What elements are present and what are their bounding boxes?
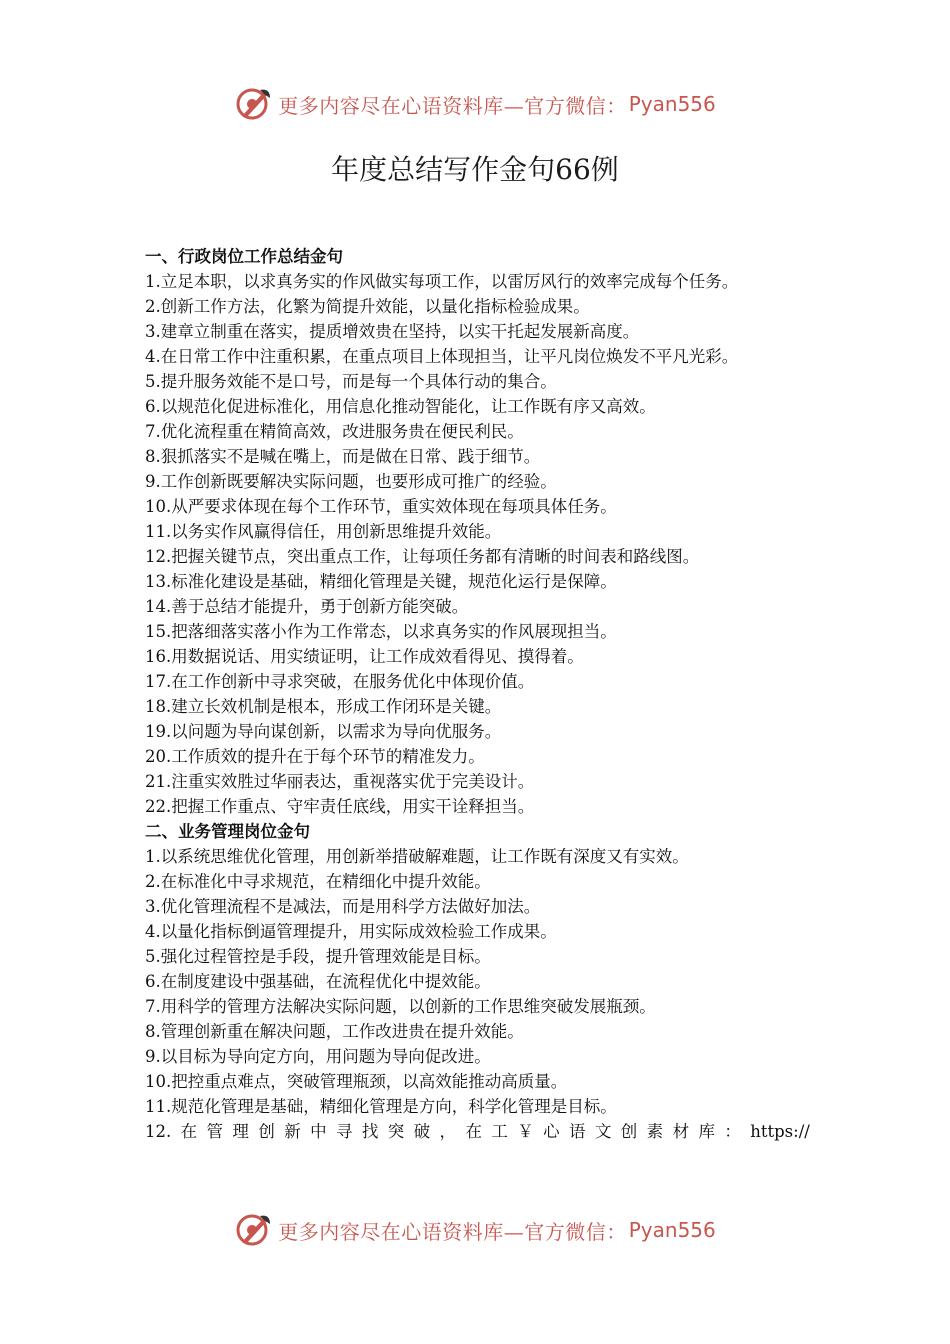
list-item: 7.用科学的管理方法解决实际问题，以创新的工作思维突破发展瓶颈。: [145, 997, 656, 1016]
list-item: 8.狠抓落实不是喊在嘴上，而是做在日常、践于细节。: [145, 447, 541, 466]
truncated-line-token: 中: [310, 1122, 327, 1141]
quill-logo-icon: [234, 84, 274, 124]
truncated-line-token: 创: [620, 1122, 638, 1141]
list-item: 22.把握工作重点、守牢责任底线，用实干诠释担当。: [145, 797, 535, 816]
truncated-line-token: ，: [439, 1122, 457, 1141]
banner-wechat-id: Pyan556: [628, 92, 716, 116]
list-item: 2.创新工作方法，化繁为简提升效能，以量化指标检验成果。: [145, 297, 590, 316]
quill-logo-icon: [234, 1210, 274, 1250]
list-item: 5.强化过程管控是手段，提升管理效能是目标。: [145, 947, 491, 966]
list-item: 6.在制度建设中强基础，在流程优化中提效能。: [145, 972, 491, 991]
section-list-business: [145, 844, 810, 1119]
list-item: 1.立足本职，以求真务实的作风做实每项工作，以雷厉风行的效率完成每个任务。: [145, 272, 739, 291]
list-item: 4.以量化指标倒逼管理提升，用实际成效检验工作成果。: [145, 922, 557, 941]
truncated-line-token: ￥: [517, 1122, 534, 1141]
truncated-line-token: https://: [750, 1122, 810, 1141]
list-item: 6.以规范化促进标准化，用信息化推动智能化，让工作既有序又高效。: [145, 397, 656, 416]
truncated-line-token: 心: [543, 1122, 560, 1141]
truncated-line-token: 破: [413, 1122, 431, 1141]
list-item: 3.优化管理流程不是减法，而是用科学方法做好加法。: [145, 897, 541, 916]
truncated-line-token: 材: [672, 1122, 690, 1141]
list-item: 10.从严要求体现在每个工作环节，重实效体现在每项具体任务。: [145, 497, 617, 516]
list-item: 5.提升服务效能不是口号，而是每一个具体行动的集合。: [145, 372, 557, 391]
truncated-line-token: 素: [646, 1122, 664, 1141]
section-heading-admin: 一、行政岗位工作总结金句: [145, 247, 343, 266]
list-item: 14.善于总结才能提升，勇于创新方能突破。: [145, 597, 469, 616]
truncated-line-token: 寻: [335, 1122, 353, 1141]
list-item: 16.用数据说话、用实绩证明，让工作成效看得见、摸得着。: [145, 647, 584, 666]
truncated-line-token: 理: [232, 1122, 249, 1141]
section-list-admin: [145, 269, 810, 819]
list-item: 2.在标准化中寻求规范，在精细化中提升效能。: [145, 872, 491, 891]
list-item: 8.管理创新重在解决问题，工作改进贵在提升效能。: [145, 1022, 524, 1041]
list-item: 17.在工作创新中寻求突破，在服务优化中体现价值。: [145, 672, 535, 691]
list-item: 11.以务实作风赢得信任，用创新思维提升效能。: [145, 522, 502, 541]
truncated-line-token: 库: [698, 1122, 715, 1141]
truncated-line-token: 在: [180, 1122, 198, 1141]
list-item: 12.把握关键节点，突出重点工作，让每项任务都有清晰的时间表和路线图。: [145, 547, 700, 566]
list-item: 3.建章立制重在落实，提质增效贵在坚持，以实干托起发展新高度。: [145, 322, 640, 341]
list-item: 15.把落细落实落小作为工作常态，以求真务实的作风展现担当。: [145, 622, 617, 641]
list-item: 4.在日常工作中注重积累，在重点项目上体现担当，让平凡岗位焕发不平凡光彩。: [145, 347, 739, 366]
list-item: 18.建立长效机制是根本，形成工作闭环是关键。: [145, 697, 502, 716]
header-watermark-banner: [0, 82, 950, 126]
list-item: 19.以问题为导向谋创新，以需求为导向优服务。: [145, 722, 502, 741]
truncated-line-token: ：: [724, 1122, 741, 1141]
banner-text: 更多内容尽在心语资料库—官方微信：: [278, 93, 627, 118]
truncated-line-token: 创: [258, 1122, 275, 1141]
truncated-line-token: 12.: [145, 1122, 172, 1141]
list-item: 20.工作质效的提升在于每个环节的精准发力。: [145, 747, 485, 766]
list-item: 11.规范化管理是基础，精细化管理是方向，科学化管理是目标。: [145, 1097, 617, 1116]
list-item: 10.把控重点难点，突破管理瓶颈，以高效能推动高质量。: [145, 1072, 568, 1091]
truncated-line-token: 在: [465, 1122, 482, 1141]
document-title: 年度总结写作金句66例: [331, 153, 619, 186]
truncated-line-token: 工: [491, 1122, 508, 1141]
document-body: [145, 244, 810, 1144]
truncated-line-token: 新: [284, 1122, 301, 1141]
truncated-line-token: 文: [594, 1122, 612, 1141]
list-item-truncated: [145, 1119, 810, 1144]
list-item: 9.工作创新既要解决实际问题，也要形成可推广的经验。: [145, 472, 557, 491]
banner-text: 更多内容尽在心语资料库—官方微信：: [278, 1219, 627, 1244]
footer-watermark-banner: [0, 1208, 950, 1252]
truncated-line-token: 突: [387, 1122, 405, 1141]
list-item: 9.以目标为导向定方向，用问题为导向促改进。: [145, 1047, 491, 1066]
truncated-line-token: 语: [569, 1122, 586, 1141]
list-item: 7.优化流程重在精简高效，改进服务贵在便民利民。: [145, 422, 524, 441]
list-item: 13.标准化建设是基础，精细化管理是关键，规范化运行是保障。: [145, 572, 617, 591]
banner-wechat-id: Pyan556: [628, 1218, 716, 1242]
list-item: 21.注重实效胜过华丽表达，重视落实优于完美设计。: [145, 772, 535, 791]
section-heading-business: 二、业务管理岗位金句: [145, 822, 310, 841]
truncated-line-token: 找: [361, 1122, 379, 1141]
list-item: 1.以系统思维优化管理，用创新举措破解难题，让工作既有深度又有实效。: [145, 847, 689, 866]
truncated-line-token: 管: [206, 1122, 224, 1141]
